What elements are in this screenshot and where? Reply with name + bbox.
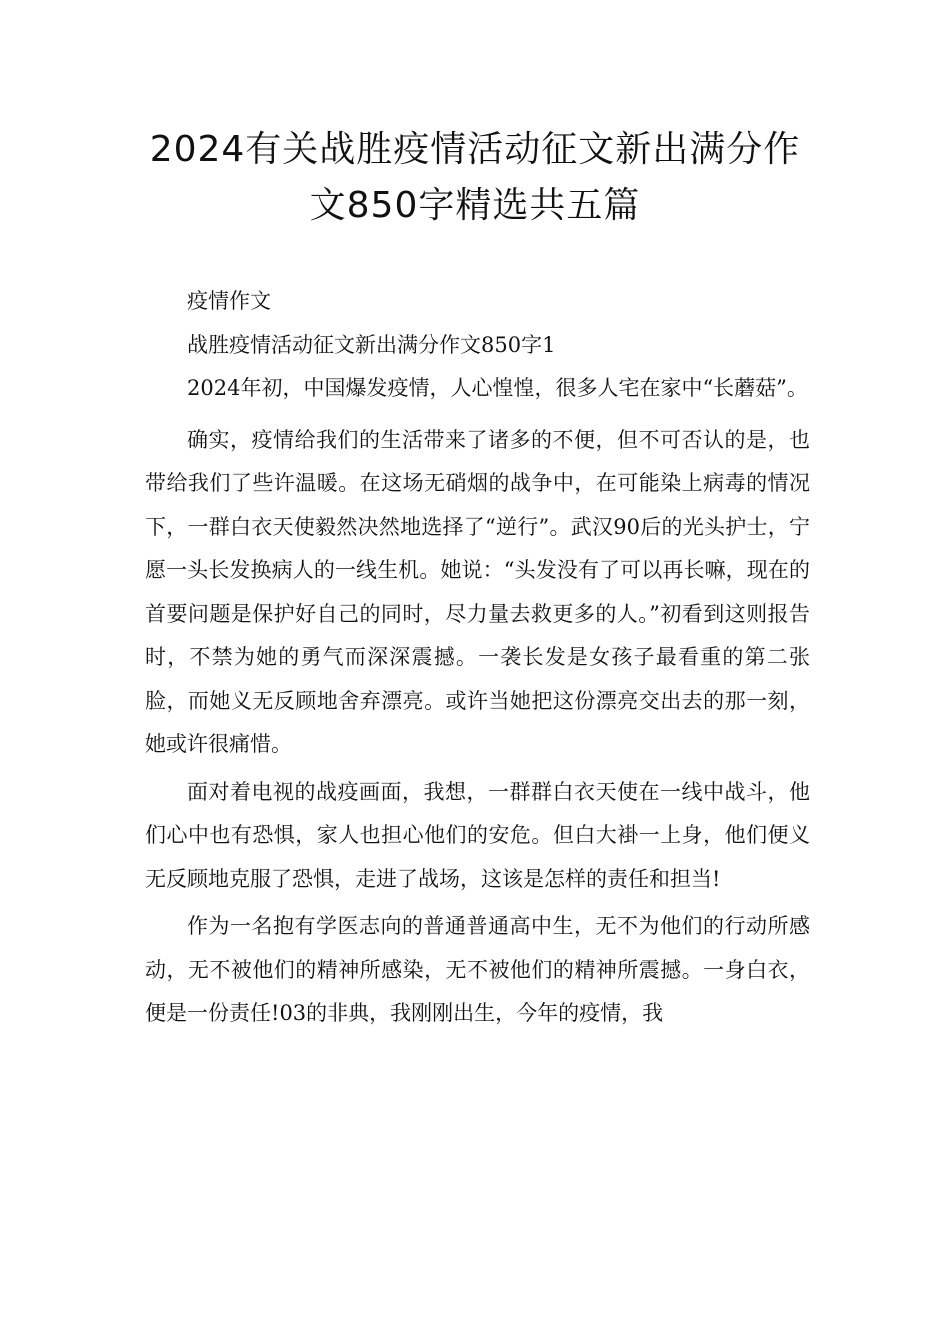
document-body (145, 280, 810, 1036)
paragraph: 面对着电视的战疫画面，我想，一群群白衣天使在一线中战斗，他们心中也有恐惧，家人也担心他们的安危。但白大褂一上身，他们便义无反顾地克服了恐惧，走进了战场，这该是怎样的责任和担当! (145, 779, 810, 891)
paragraph: 作为一名抱有学医志向的普通普通高中生，无不为他们的行动所感动，无不被他们的精神所感染，无不被他们的精神所震撼。一身白衣，便是一份责任!03的非典，我刚刚出生，今年的疫情，我 (145, 914, 810, 1025)
document-title (110, 122, 840, 234)
paragraph: 2024年初，中国爆发疫情，人心惶惶，很多人宅在家中“长蘑菇”。 (187, 376, 808, 400)
title-line-2: 文850字精选共五篇 (309, 185, 641, 226)
title-line-1: 2024有关战胜疫情活动征文新出满分作 (149, 129, 801, 170)
section-heading: 疫情作文 (187, 289, 271, 313)
article-subtitle: 战胜疫情活动征文新出满分作文850字1 (187, 332, 556, 357)
paragraph: 确实，疫情给我们的生活带来了诸多的不便，但不可否认的是，也带给我们了些许温暖。在这场无硝烟的战争中，在可能染上病毒的情况下，一群白衣天使毅然决然地选择了“逆行”。武汉90后的光头护士，宁愿一头长发换病人的一线生机。她说：“头发没有了可以再长嘛，现在的首要问题是保护好自己的同时，尽力量去救更多的人。”初看到这则报告时，不禁为她的勇气而深深震撼。一袭长发是女孩子最看重的第二张脸，而她义无反顾地舍弃漂亮。或许当她把这份漂亮交出去的那一刻，她或许很痛惜。 (145, 427, 810, 756)
